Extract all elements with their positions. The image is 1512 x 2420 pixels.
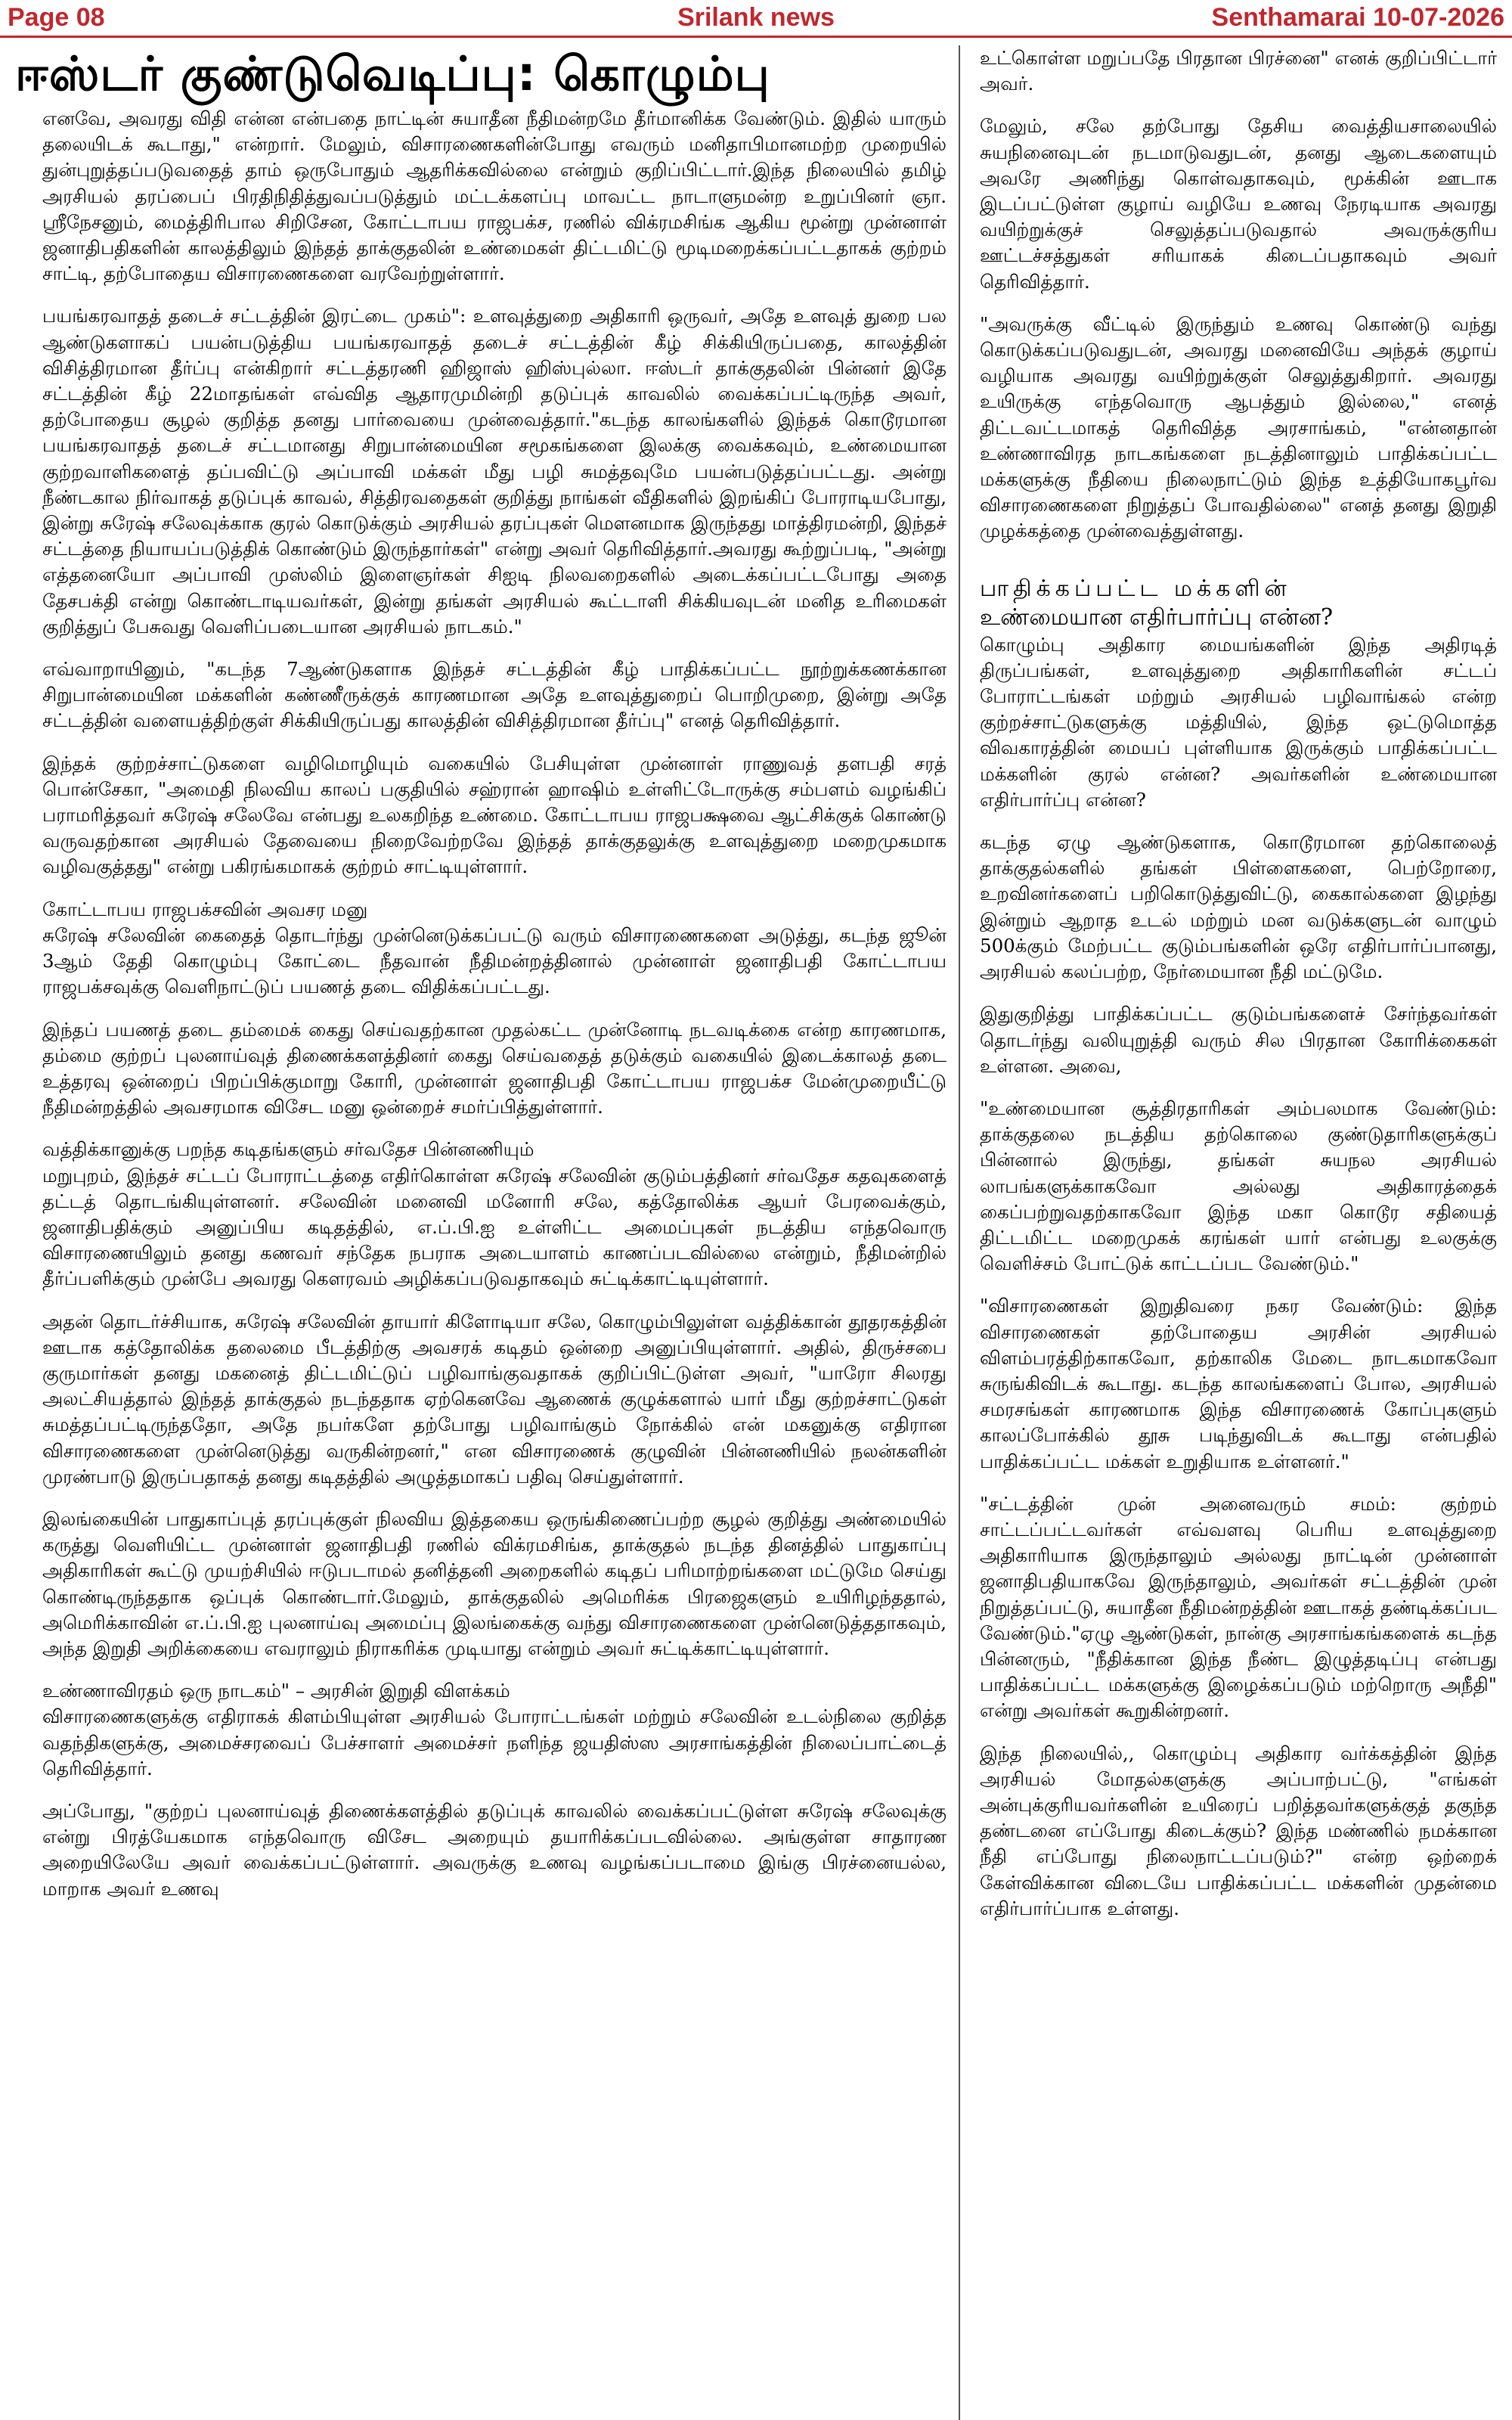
paragraph: அதன் தொடர்ச்சியாக, சுரேஷ் சலேவின் தாயார் கிளோடியா சலே, கொழும்பிலுள்ள வத்திக்கான் தூதரகத்தின் ஊடாக கத்தோலிக்க தலைமை பீடத்திற்கு அவசரக் கடிதம் ஒன்றை அனுப்பியுள்ளார். அதில், திருச்சபை குருமார்கள் தனது மகனைத் திட்டமிட்டுப் பழிவாங்குவதாகக் குறிப்பிட்டுள்ள அவர், "யாரோ சிலரது அலட்சியத்தால் இந்தத் தாக்குதல் நடந்ததாக ஏற்கெனவே ஆணைக் குழுக்களால் யார் மீது குற்றச்சாட்டுகள் சுமத்தப்பட்டிருந்ததோ, அதே நபர்களே தற்போது பழிவாங்கும் நோக்கில் என் மகனுக்கு எதிரான விசாரணைகளை முன்னெடுத்து வருகின்றனர்," என விசாரணைக் குழுவின் பின்னணியில் நலன்களின் முரண்பாடு இருப்பதாகத் தனது கடிதத்தில் அழுத்தமாகப் பதிவு செய்துள்ளார். [42, 1310, 947, 1488]
subheading-line-2: உண்மையான எதிர்பார்ப்பு என்ன? [980, 603, 1334, 631]
article-headline: ஈஸ்டர் குண்டுவெடிப்பு: கொழும்பு [15, 46, 770, 101]
paragraph: இந்தக் குற்றச்சாட்டுகளை வழிமொழியும் வகையில் பேசியுள்ள முன்னாள் ராணுவத் தளபதி சரத் பொன்சேகா, "அமைதி நிலவிய காலப் பகுதியில் சஹ்ரான் ஹாஷிம் உள்ளிட்டோருக்கு சம்பளம் வழங்கிப் பராமரித்தவர் சுரேஷ் சலேவே என்பது உலகறிந்த உண்மை. கோட்டாபய ராஜபக்ஷவை ஆட்சிக்குக் கொண்டு வருவதற்கான அரசியல் தேவையை நிறைவேற்றவே இந்தத் தாக்குதலுக்கு உளவுத்துறை மறைமுகமாக வழிவகுத்தது" என்று பகிரங்கமாகக் குற்றம் சாட்டியுள்ளார். [42, 752, 947, 878]
paragraph: "சட்டத்தின் முன் அனைவரும் சமம்: குற்றம் சாட்டப்பட்டவர்கள் எவ்வளவு பெரிய உளவுத்துறை அதிகாரியாக இருந்தாலும் அல்லது நாட்டின் முன்னாள் ஜனாதிபதியாகவே இருந்தாலும், அவர்கள் சட்டத்தின் முன் நிறுத்தப்பட்டு, சுயாதீன நீதிமன்றத்தின் ஊடாகத் தண்டிக்கப்பட வேண்டும்."ஏழு ஆண்டுகள், நான்கு அரசாங்கங்களைக் கடந்த பின்னரும், "நீதிக்கான இந்த நீண்ட இழுத்தடிப்பு என்பது பாதிக்கப்பட்ட மக்களுக்கு இழைக்கப்படும் மற்றொரு அநீதி" என்று அவர்கள் கூறுகின்றனர். [980, 1492, 1497, 1722]
right-column [968, 45, 1504, 2420]
paragraph: எனவே, அவரது விதி என்ன என்பதை நாட்டின் சுயாதீன நீதிமன்றமே தீர்மானிக்க வேண்டும். இதில் யாரும் தலையிடக் கூடாது," என்றார். மேலும், விசாரணைகளின்போது எவரும் மனிதாபிமானமற்ற முறையில் துன்புறுத்தப்படுவதைத் தாம் ஒருபோதும் ஆதரிக்கவில்லை என்றும் குறிப்பிட்டார்.இந்த நிலையில் தமிழ் அரசியல் தரப்பைப் பிரதிநிதித்துவப்படுத்தும் மட்டக்களப்பு மாவட்ட நாடாளுமன்ற உறுப்பினர் ஞா. ஸ்ரீநேசனும், மைத்திரிபால சிறிசேன, கோட்டாபய ராஜபக்ச, ரணில் விக்ரமசிங்க ஆகிய மூன்று முன்னாள் ஜனாதிபதிகளின் காலத்திலும் இந்தத் தாக்குதலின் உண்மைகள் திட்டமிட்டு மூடிமறைக்கப்பட்டதாகக் குற்றம் சாட்டி, தற்போதைய விசாரணைகளை வரவேற்றுள்ளார். [42, 107, 947, 285]
left-article-body [8, 106, 953, 1902]
right-article-body-2 [968, 632, 1504, 1922]
issue-date: Senthamarai 10-07-2026 [1211, 3, 1504, 32]
paragraph: "உண்மையான சூத்திரதாரிகள் அம்பலமாக வேண்டும்: தாக்குதலை நடத்திய தற்கொலை குண்டுதாரிகளுக்குப் பின்னால் இருந்து, தங்கள் சுயநல அரசியல் லாபங்களுக்காகவோ அல்லது அதிகாரத்தைக் கைப்பற்றுவதற்காகவோ இந்த மகா கொடூர சதியைத் திட்டமிட்ட மறைமுகக் கரங்கள் யார் என்பது உலகுக்கு வெளிச்சம் போட்டுக் காட்டப்பட வேண்டும்." [980, 1097, 1497, 1275]
paragraph: உண்ணாவிரதம் ஒரு நாடகம்" – அரசின் இறுதி விளக்கம் விசாரணைகளுக்கு எதிராகக் கிளம்பியுள்ள அரசியல் போராட்டங்கள் மற்றும் சலேவின் உடல்நிலை குறித்த வதந்திகளுக்கு, அமைச்சரவைப் பேச்சாளர் அமைச்சர் நளிந்த ஜயதிஸ்ஸ அரசாங்கத்தின் நிலைப்பாட்டைத் தெரிவித்தார். [42, 1680, 947, 1779]
paragraph: இந்த நிலையில்,, கொழும்பு அதிகார வர்க்கத்தின் இந்த அரசியல் மோதல்களுக்கு அப்பாற்பட்டு, "எங்கள் அன்புக்குரியவர்களின் உயிரைப் பறித்தவர்களுக்குத் தகுந்த தண்டனை எப்போது கிடைக்கும்? இந்த மண்ணில் நமக்கான நீதி எப்போது நிலைநாட்டப்படும்?" என்ற ஒற்றைக் கேள்விக்கான விடையே பாதிக்கப்பட்ட மக்களின் முதன்மை எதிர்பார்ப்பாக உள்ளது. [980, 1742, 1497, 1919]
paragraph: அப்போது, "குற்றப் புலனாய்வுத் திணைக்களத்தில் தடுப்புக் காவலில் வைக்கப்பட்டுள்ள சுரேஷ் சலேவுக்கு என்று பிரத்யேகமாக எந்தவொரு விசேட அறையும் தயாரிக்கப்படவில்லை. அங்குள்ள சாதாரண அறையிலேயே அவர் வைக்கப்பட்டுள்ளார். அவருக்கு உணவு வழங்கப்படாமை இங்கு பிரச்னையல்ல, மாறாக அவர் உணவு [42, 1799, 947, 1900]
paragraph-subtitle: உண்ணாவிரதம் ஒரு நாடகம்" – அரசின் இறுதி விளக்கம் [42, 1680, 510, 1702]
column-divider [959, 45, 960, 2420]
paragraph-subtitle: வத்திக்கானுக்கு பறந்த கடிதங்களும் சர்வதேச பின்னணியும் [42, 1138, 534, 1161]
paragraph: மேலும், சலே தற்போது தேசிய வைத்தியசாலையில் சுயநினைவுடன் நடமாடுவதுடன், தனது ஆடைகளையும் அவரே அணிந்து கொள்வதாகவும், மூக்கின் ஊடாக இடப்பட்டுள்ள குழாய் வழியே உணவு நேரடியாக அவரது வயிற்றுக்குச் செலுத்தப்படுவதால் அவருக்குரிய ஊட்டச்சத்துகள் சரியாகக் கிடைப்பதாகவும் அவர் தெரிவித்தார். [980, 115, 1497, 293]
paragraph: இலங்கையின் பாதுகாப்புத் தரப்புக்குள் நிலவிய இத்தகைய ஒருங்கிணைப்பற்ற சூழல் குறித்து அண்மையில் கருத்து வெளியிட்ட முன்னாள் ஜனாதிபதி ரணில் விக்ரமசிங்க, தாக்குதல் நடந்த தினத்தில் பாதுகாப்பு அதிகாரிகள் கூட்டு முயற்சியில் ஈடுபடாமல் தனித்தனி அறைகளில் கடிதப் பரிமாற்றங்களை மட்டுமே செய்து கொண்டிருந்ததாக ஒப்புக் கொண்டார்.மேலும், தாக்குதலில் அமெரிக்க பிரஜைகளும் உயிரிழந்ததால், அமெரிக்காவின் எ.ப்.பி.ஐ புலனாய்வு அமைப்பு இலங்கைக்கு வந்து விசாரணைகளை முன்னெடுத்ததாகவும், அந்த இறுதி அறிக்கையை எவராலும் நிராகரிக்க முடியாது என்றும் அவர் சுட்டிக்காட்டியுள்ளார். [42, 1507, 947, 1659]
paragraph: கோட்டாபய ராஜபக்சவின் அவசர மனு சுரேஷ் சலேவின் கைதைத் தொடர்ந்து முன்னெடுக்கப்பட்டு வரும் விசாரணைகளை அடுத்து, கடந்த ஜூன் 3ஆம் தேதி கொழும்பு கோட்டை நீதவான் நீதிமன்றத்தினால் முன்னாள் ஜனாதிபதி கோட்டாபய ராஜபக்சவுக்கு வெளிநாட்டுப் பயணத் தடை விதிக்கப்பட்டது. [42, 898, 947, 998]
paragraph: வத்திக்கானுக்கு பறந்த கடிதங்களும் சர்வதேச பின்னணியும் மறுபுறம், இந்தச் சட்டப் போராட்டத்தை எதிர்கொள்ள சுரேஷ் சலேவின் குடும்பத்தினர் சர்வதேச கதவுகளைத் தட்டத் தொடங்கியுள்ளனர். சலேவின் மனைவி மனோரி சலே, கத்தோலிக்க ஆயர் பேரவைக்கும், ஜனாதிபதிக்கும் அனுப்பிய கடிதத்தில், எ.ப்.பி.ஐ உள்ளிட்ட அமைப்புகள் நடத்திய எந்தவொரு விசாரணையிலும் தனது கணவர் சந்தேக நபராக அடையாளம் காணப்படவில்லை என்றும், நீதிமன்றில் தீர்ப்பளிக்கும் முன்பே அவரது கௌரவம் அழிக்கப்படுவதாகவும் சுட்டிக்காட்டியுள்ளார். [42, 1138, 947, 1290]
paragraph: "அவருக்கு வீட்டில் இருந்தும் உணவு கொண்டு வந்து கொடுக்கப்படுவதுடன், அவரது மனைவியே அந்தக் குழாய் வழியாக அவரது வயிற்றுக்குள் செலுத்துகிறார். அவரது உயிருக்கு எந்தவொரு ஆபத்தும் இல்லை," எனத் திட்டவட்டமாகத் தெரிவித்த அரசாங்கம், "என்னதான் உண்ணாவிரத நாடகங்களை நடத்தினாலும் பாதிக்கப்பட்ட மக்களுக்கு நீதியை நிலைநாட்டும் இந்த உத்தியோகபூர்வ விசாரணைகளை நிறுத்தப் போவதில்லை" எனத் தனது இறுதி முழக்கத்தை முன்வைத்துள்ளது. [980, 312, 1497, 542]
paragraph: கொழும்பு அதிகார மையங்களின் இந்த அதிரடித் திருப்பங்கள், உளவுத்துறை அதிகாரிகளின் சட்டப் போராட்டங்கள் மற்றும் அரசியல் பழிவாங்கல் என்ற குற்றச்சாட்டுகளுக்கு மத்தியில், இந்த ஒட்டுமொத்த விவகாரத்தின் மையப் புள்ளியாக இருக்கும் பாதிக்கப்பட்ட மக்களின் குரல் என்ன? அவர்களின் உண்மையான எதிர்பார்ப்பு என்ன? [980, 633, 1497, 811]
subheading-line-1: பாதிக்கப்பட்ட மக்களின் [980, 575, 1291, 602]
paragraph: இந்தப் பயணத் தடை தம்மைக் கைது செய்வதற்கான முதல்கட்ட முன்னோடி நடவடிக்கை என்ற காரணமாக, தம்மை குற்றப் புலனாய்வுத் திணைக்களத்தினர் கைது செய்வதைத் தடுக்கும் வகையில் இடைக்காலத் தடை உத்தரவு ஒன்றைப் பிறப்பிக்குமாறு கோரி, முன்னாள் ஜனாதிபதி கோட்டாபய ராஜபக்ச மேன்முறையீட்டு நீதிமன்றத்தில் அவசரமாக விசேட மனு ஒன்றைச் சமர்ப்பித்துள்ளார். [42, 1018, 947, 1118]
paragraph: இதுகுறித்து பாதிக்கப்பட்ட குடும்பங்களைச் சேர்ந்தவர்கள் தொடர்ந்து வலியுறுத்தி வரும் சில பிரதான கோரிக்கைகள் உள்ளன. அவை, [980, 1003, 1497, 1077]
page-header [0, 0, 1512, 38]
paragraph-subtitle: கோட்டாபய ராஜபக்சவின் அவசர மனு [42, 898, 368, 920]
left-column [8, 45, 953, 2420]
page-number: Page 08 [8, 3, 105, 32]
paragraph: பயங்கரவாதத் தடைச் சட்டத்தின் இரட்டை முகம்": உளவுத்துறை அதிகாரி ஒருவர், அதே உளவுத் துறை பல ஆண்டுகளாகப் பயன்படுத்திய பயங்கரவாதத் தடைச் சட்டத்தின் கீழ் சிக்கியிருப்பதை, காலத்தின் விசித்திரமான தீர்ப்பு என்கிறார் சட்டத்தரணி ஹிஜாஸ் ஹிஸ்புல்லா. ஈஸ்டர் தாக்குதலின் பின்னர் இதே சட்டத்தின் கீழ் 22மாதங்கள் எவ்வித ஆதாரமுமின்றி தடுப்புக் காவலில் வைக்கப்பட்டிருந்த அவர், தற்போதைய சூழல் குறித்த தனது பார்வையை முன்வைத்தார்."கடந்த காலங்களில் இந்தக் கொடூரமான பயங்கரவாதத் தடைச் சட்டமானது சிறுபான்மையின சமூகங்களை இலக்கு வைக்கவும், உண்மையான குற்றவாளிகளைத் தப்பவிட்டு அப்பாவி மக்கள் மீது பழி சுமத்தவுமே பயன்படுத்தப்பட்டது. அன்று நீண்டகால நிர்வாகத் தடுப்புக் காவல், சித்திரவதைகள் குறித்து நாங்கள் வீதிகளில் இறங்கிப் போராடியபோது, இன்று சுரேஷ் சலேவுக்காக குரல் கொடுக்கும் அரசியல் தரப்புகள் மௌனமாக இருந்தது மாத்திரமன்றி, இந்தச் சட்டத்தை நியாயப்படுத்திக் கொண்டும் இருந்தார்கள்" என்று அவர் தெரிவித்தார்.அவரது கூற்றுப்படி, "அன்று எத்தனையோ அப்பாவி முஸ்லிம் இளைஞர்கள் சிஐடி நிலவறைகளில் அடைக்கப்பட்டபோது அதை தேசபக்தி என்று கொண்டாடியவர்கள், இன்று தங்கள் அரசியல் கூட்டாளி சிக்கியவுடன் மனித உரிமைகள் குறித்துப் பேசுவது வெளிப்படையான அரசியல் நாடகம்." [42, 305, 947, 638]
paragraph: கடந்த ஏழு ஆண்டுகளாக, கொடூரமான தற்கொலைத் தாக்குதல்களில் தங்கள் பிள்ளைகளை, பெற்றோரை, உறவினர்களைப் பறிகொடுத்துவிட்டு, கைகால்களை இழந்து இன்றும் ஆறாத உடல் மற்றும் மன வடுக்களுடன் வாழும் 500க்கும் மேற்பட்ட குடும்பங்களின் ஒரே எதிர்பார்ப்பானது, அரசியல் கலப்பற்ற, நேர்மையான நீதி மட்டுமே. [980, 831, 1497, 983]
section-subheading [968, 575, 1504, 632]
paragraph: எவ்வாறாயினும், "கடந்த 7ஆண்டுகளாக இந்தச் சட்டத்தின் கீழ் பாதிக்கப்பட்ட நூற்றுக்கணக்கான சிறுபான்மையின மக்களின் கண்ணீருக்குக் காரணமான அதே உளவுத்துறைப் பொறிமுறை, இன்று அதே சட்டத்தின் வளையத்திற்குள் சிக்கியிருப்பது காலத்தின் விசித்திரமான தீர்ப்பு" எனத் தெரிவித்தார். [42, 658, 947, 732]
site-name[interactable]: Srilank news [677, 3, 835, 32]
paragraph: உட்கொள்ள மறுப்பதே பிரதான பிரச்னை" எனக் குறிப்பிட்டார் அவர். [980, 47, 1497, 95]
right-article-body [968, 45, 1504, 544]
paragraph: "விசாரணைகள் இறுதிவரை நகர வேண்டும்: இந்த விசாரணைகள் தற்போதைய அரசின் அரசியல் விளம்பரத்திற்காகவோ, தற்காலிக மேடை நாடகமாகவோ சுருங்கிவிடக் கூடாது. கடந்த காலங்களைப் போல, அரசியல் சமரசங்கள் காரணமாக இந்த விசாரணைக் கோப்புகளும் காலப்போக்கில் தூசு படிந்துவிடக் கூடாது என்பதில் பாதிக்கப்பட்ட மக்கள் உறுதியாக உள்ளனர்." [980, 1295, 1497, 1472]
